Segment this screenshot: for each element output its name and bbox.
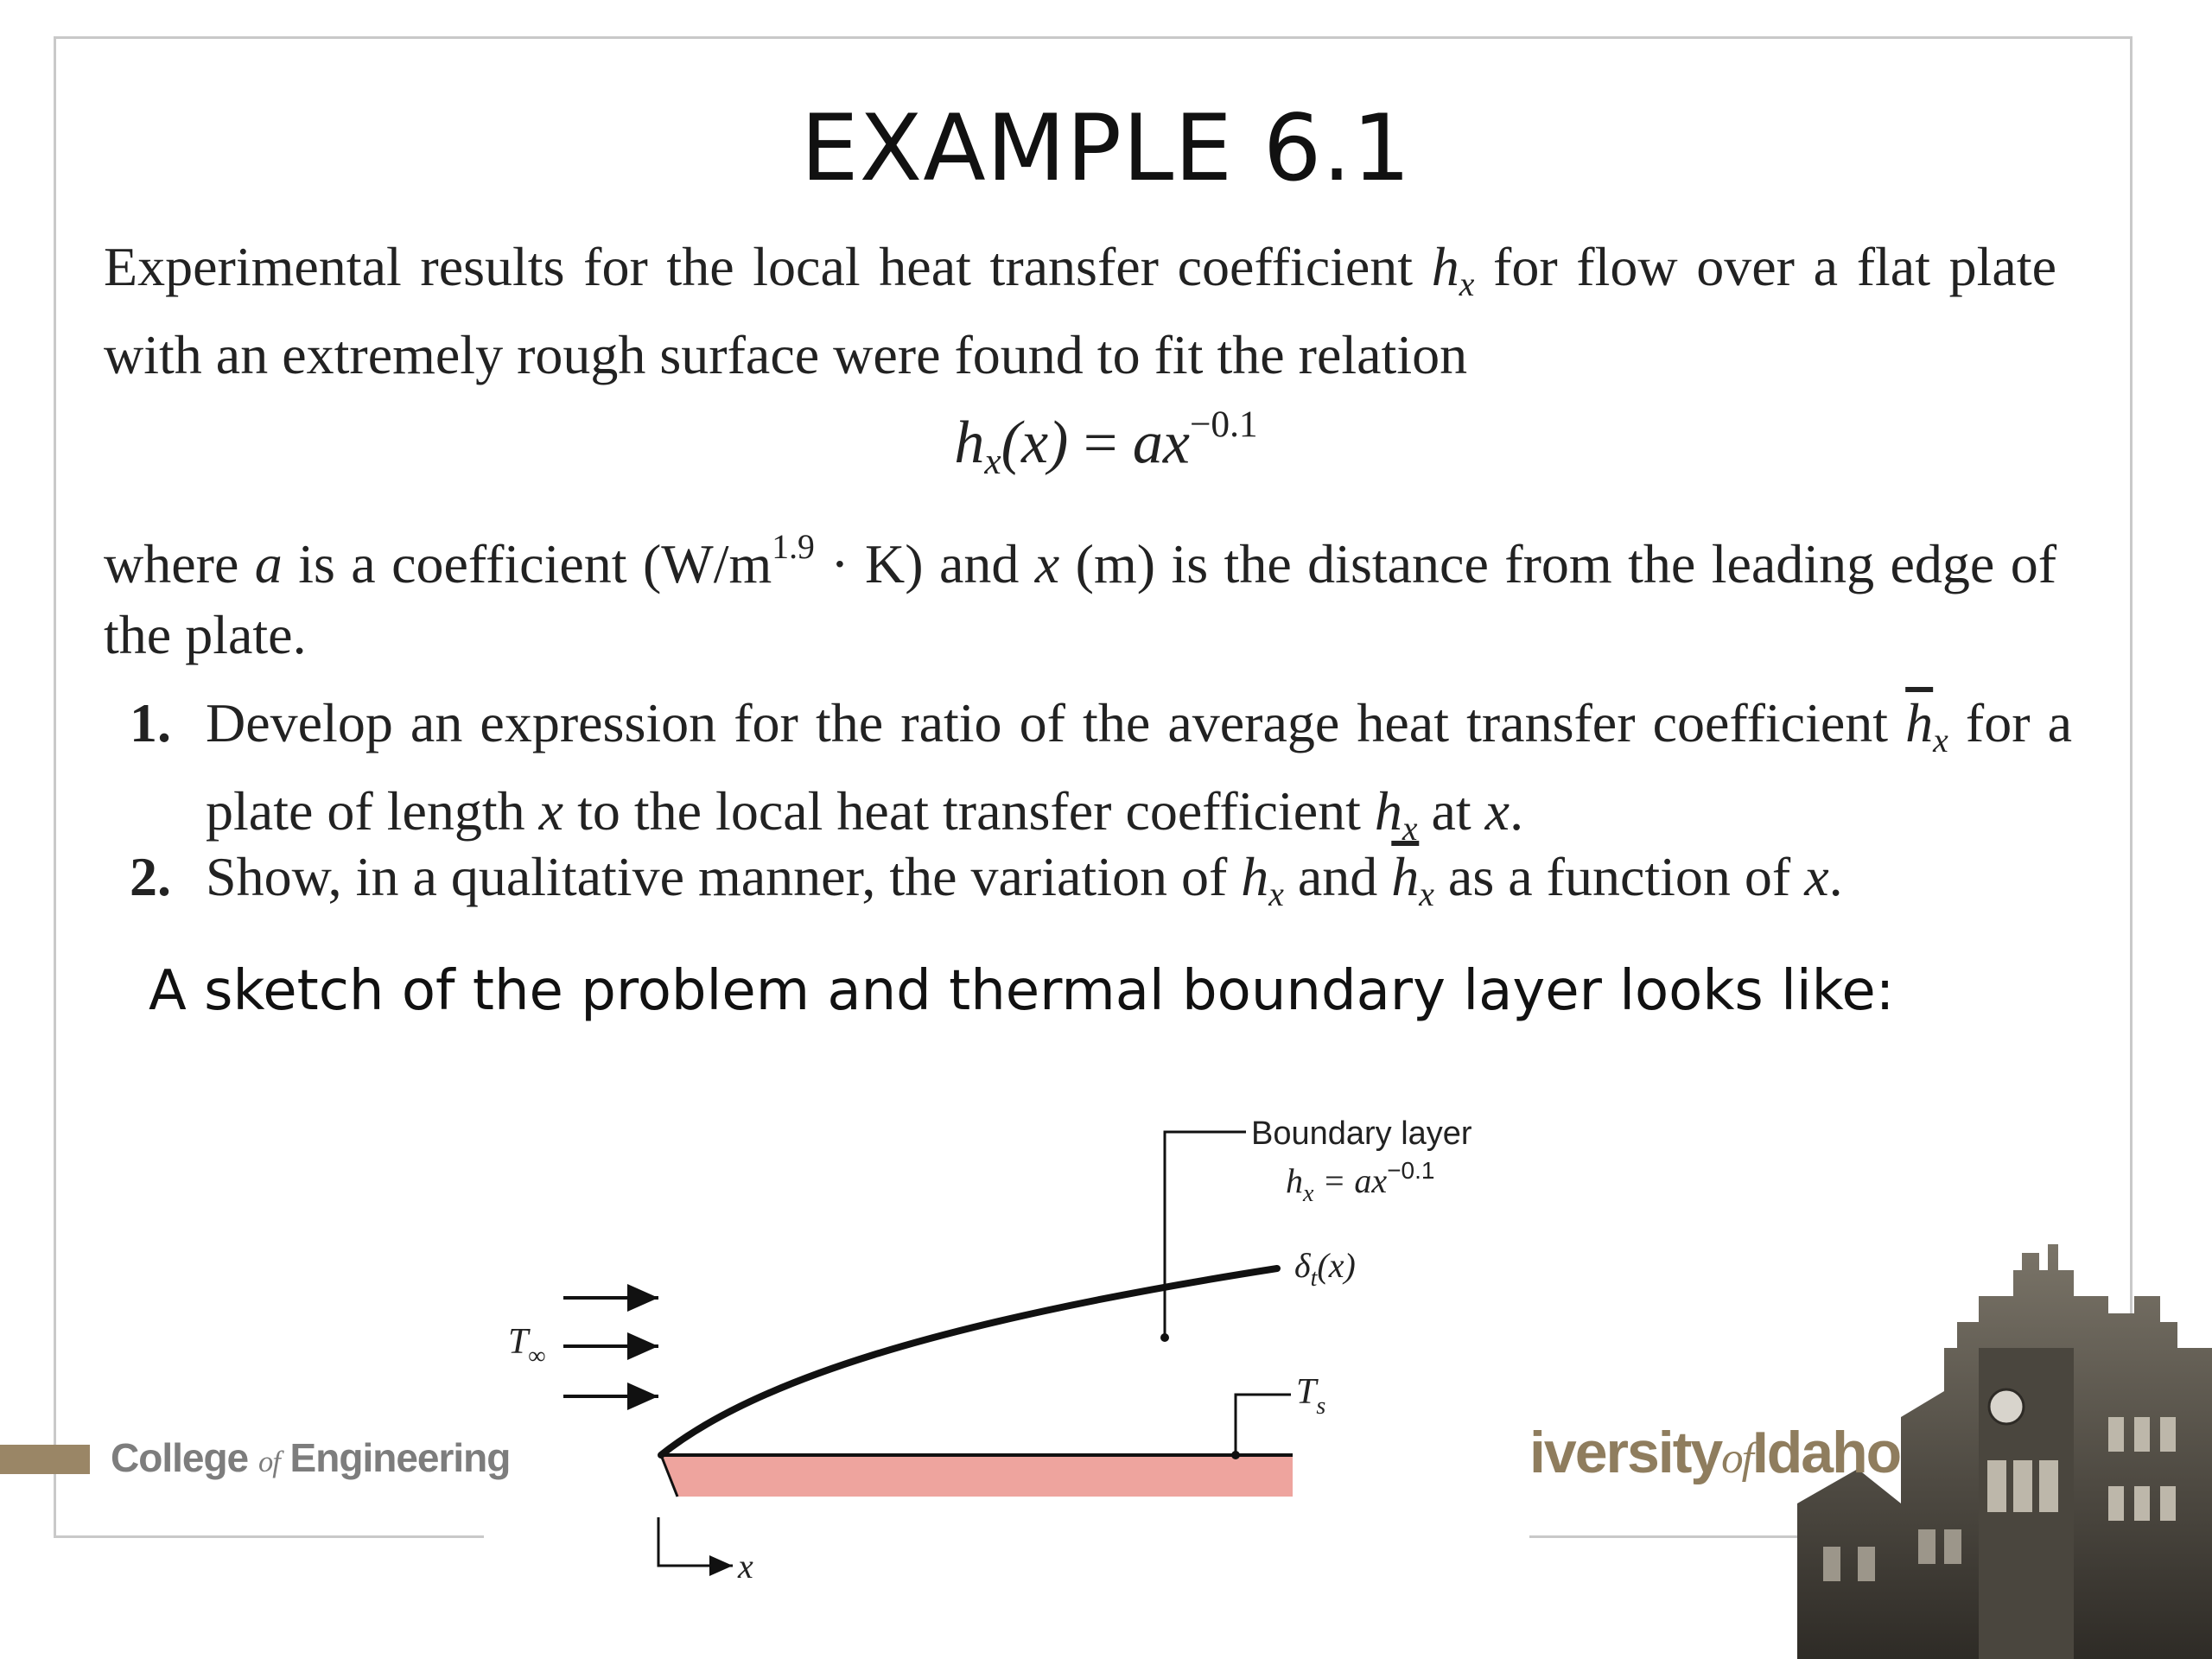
clock-face — [1989, 1389, 2024, 1424]
delta-t-label: $\delta_t(x)$ — [1294, 1246, 1356, 1292]
x-axis-arrow — [658, 1517, 733, 1566]
college-of-engineering-logo: College of Engineering — [111, 1435, 511, 1480]
surface-temp-leader-dot — [1231, 1451, 1240, 1459]
boundary-layer-label: Boundary layer — [1251, 1116, 1472, 1152]
main-equation: $h_x(x) = ax^{-0.1}$ — [954, 404, 1258, 483]
intro-text-2: for flow over a flat plate with an extremely rough surface were found to fit the relation — [104, 236, 2057, 385]
intro-h-symbol: $h_x$ — [1431, 236, 1475, 303]
surface-temp-label: $T_s$ — [1296, 1372, 1326, 1420]
list-text-1: Develop an expression for the ratio of the average heat transfer coefficient $\overline{h}_x$ for a plate of length x to the local heat transfer coefficient $h_x$ at x. — [206, 692, 2073, 848]
list-number-1: 1. — [130, 692, 171, 753]
thermal-boundary-layer-curve — [661, 1268, 1277, 1455]
x-axis-label: x — [738, 1547, 753, 1586]
slide-title: EXAMPLE 6.1 — [800, 95, 1412, 201]
boundary-layer-leader — [1165, 1132, 1246, 1338]
boundary-layer-equation: $h_x = ax^{-0.1}$ — [1286, 1157, 1435, 1207]
sketch-caption: A sketch of the problem and thermal boundary layer looks like: — [149, 959, 1895, 1023]
footer-accent-bar — [0, 1445, 90, 1474]
intro-text-1: Experimental results for the local heat transfer coefficient — [104, 236, 1414, 297]
heated-plate — [661, 1455, 1293, 1497]
where-paragraph: where a is a coefficient $(W/m^{1.9} \cdot K)$ and x (m) is the distance from the leading edge of the plate. — [104, 528, 2057, 665]
surface-temp-leader — [1236, 1395, 1291, 1455]
university-of-idaho-logo: iversityofIdaho — [1529, 1420, 1901, 1485]
boundary-layer-leader-dot — [1160, 1333, 1169, 1342]
list-text-2: Show, in a qualitative manner, the variation of $h_x$ and $\overline{h}_x$ as a function of x. — [206, 846, 1843, 913]
list-number-2: 2. — [130, 846, 171, 907]
freestream-temp-label: $T_\infty$ — [508, 1322, 546, 1370]
